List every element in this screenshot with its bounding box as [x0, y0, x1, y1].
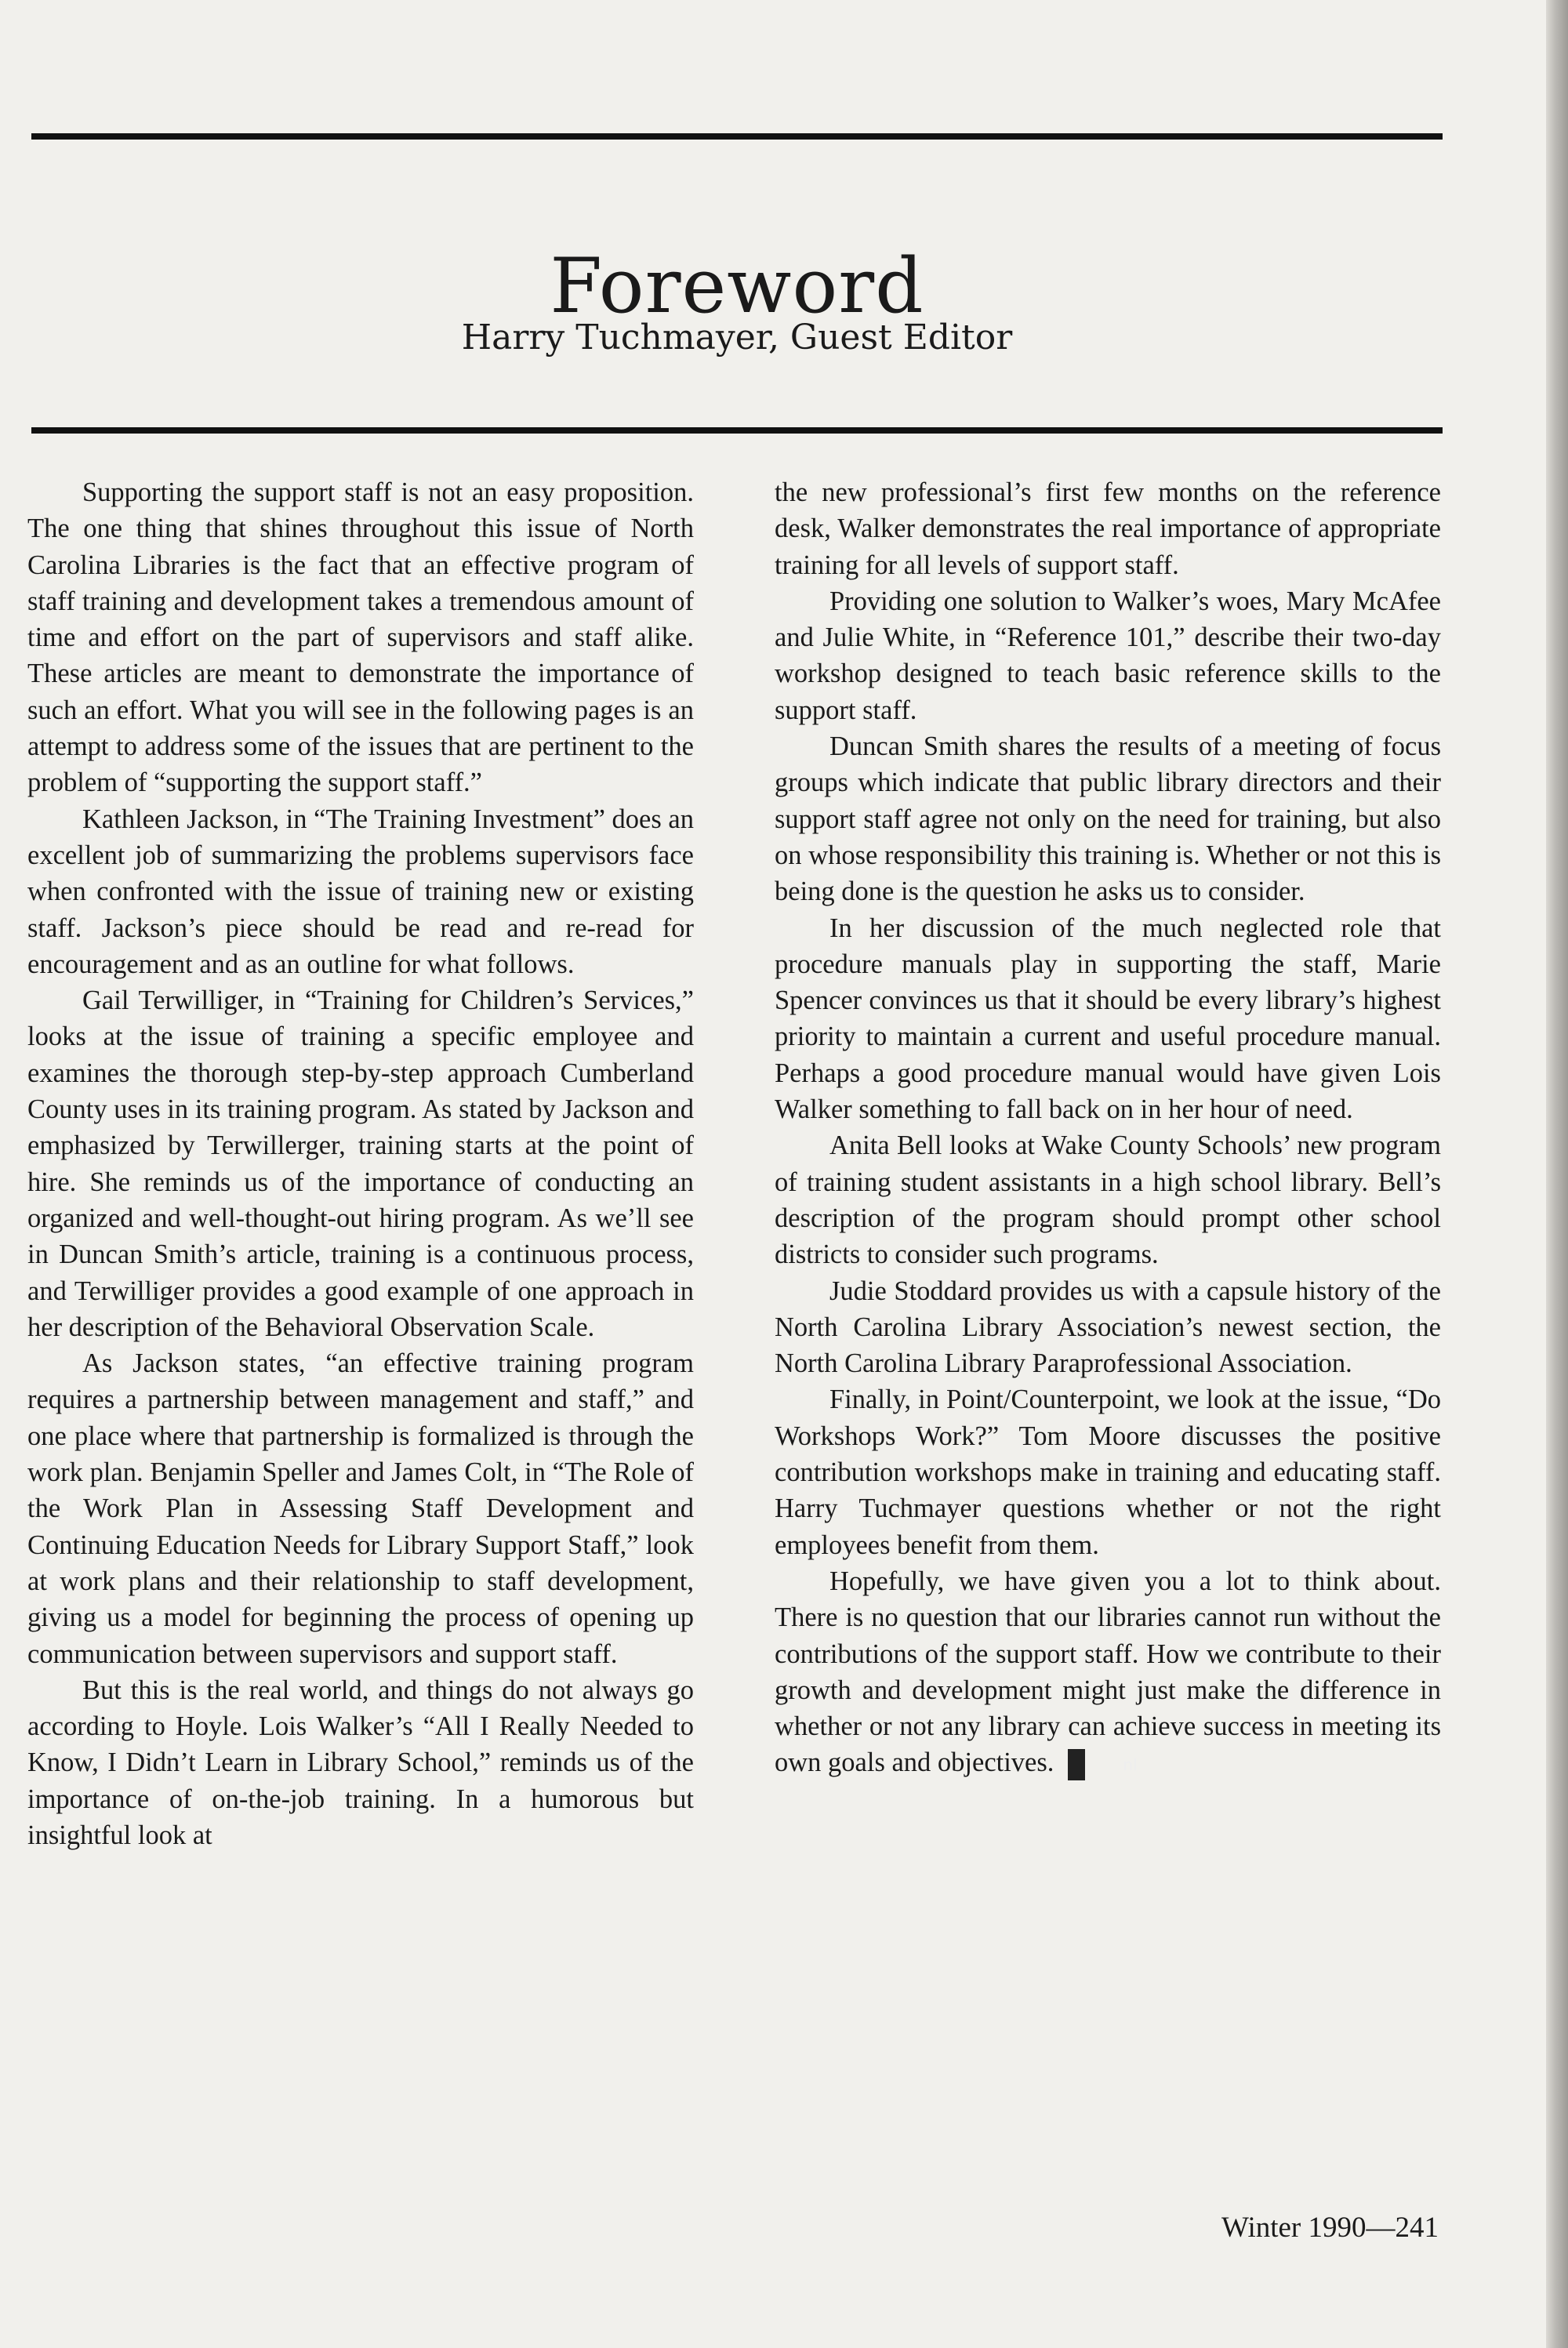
- right-column: [775, 474, 1441, 1781]
- paragraph: Gail Terwilliger, in “Training for Children’s Services,” looks at the issue of training a specific employee and examines the thorough step-by-step approach Cumberland County uses in its training program. As stated by Jackson and emphasized by Terwillerger, training starts at the point of hire. She reminds us of the importance of conducting an organized and well-thought-out hiring program. As we’ll see in Duncan Smith’s article, training is a continuous process, and Terwilliger provides a good example of one approach in her description of the Behavioral Observation Scale.: [27, 985, 694, 1342]
- left-column: [27, 474, 694, 1853]
- paragraph: As Jackson states, “an effective training program requires a partnership between management and staff,” and one place where that partnership is formalized is through the work plan. Benjamin Speller and James Colt, in “The Role of the Work Plan in Assessing Staff Development and Continuing Education Needs for Library Support Staff,” look at work plans and their relationship to staff development, giving us a model for beginning the process of opening up communication between supervisors and support staff.: [27, 1348, 694, 1669]
- paragraph: Finally, in Point/Counterpoint, we look at the issue, “Do Workshops Work?” Tom Moore discusses the positive contribution workshops make in training and educating staff. Harry Tuchmayer questions whether or not the right employees benefit from them.: [775, 1384, 1441, 1560]
- page-edge: [1546, 0, 1568, 2348]
- paragraph: But this is the real world, and things do not always go according to Hoyle. Lois Walker’s “All I Really Needed to Know, I Didn’t Learn in Library School,” reminds us of the importance of on-the-job training. In a humorous but insightful look at: [27, 1675, 694, 1850]
- paragraph: Duncan Smith shares the results of a meeting of focus groups which indicate that public library directors and their support staff agree not only on the need for training, but also on whose responsibility this training is. Whether or not this is being done is the question he asks us to consider.: [775, 731, 1441, 907]
- paragraph: Judie Stoddard provides us with a capsule history of the North Carolina Library Association’s newest section, the North Carolina Library Paraprofessional Association.: [775, 1276, 1441, 1379]
- paragraph: [775, 1563, 1441, 1781]
- paragraph: Providing one solution to Walker’s woes, Mary McAfee and Julie White, in “Reference 101,” describe their two-day workshop designed to teach basic reference skills to the support staff.: [775, 586, 1441, 725]
- closing-paragraph-text: Hopefully, we have given you a lot to think about. There is no question that our libraries cannot run without the contributions of the support staff. How we contribute to their growth and development might just make the difference in whether or not any library can achieve success in meeting its own goals and objectives.: [775, 1566, 1441, 1778]
- paragraph: Kathleen Jackson, in “The Training Investment” does an excellent job of summarizing the problems supervisors face when confronted with the issue of training new or existing staff. Jackson’s piece should be read and re-read for encouragement and as an outline for what follows.: [27, 804, 694, 979]
- page-folio: Winter 1990—241: [1221, 2212, 1439, 2244]
- byline: Harry Tuchmayer, Guest Editor: [461, 318, 1013, 357]
- paragraph: Supporting the support staff is not an easy proposition. The one thing that shines throughout this issue of North Carolina Libraries is the fact that an effective program of staff training and development takes a tremendous amount of time and effort on the part of supervisors and staff alike. These articles are meant to demonstrate the importance of such an effort. What you will see in the following pages is an attempt to address some of the issues that are pertinent to the problem of “supporting the support staff.”: [27, 477, 694, 798]
- article-title: Foreword: [550, 242, 924, 331]
- paragraph: In her discussion of the much neglected role that procedure manuals play in supporting the staff, Marie Spencer convinces us that it should be every library’s highest priority to maintain a current and useful procedure manual. Perhaps a good procedure manual would have given Lois Walker something to fall back on in her hour of need.: [775, 913, 1441, 1125]
- end-mark-icon: nl: [1068, 1749, 1085, 1780]
- bottom-rule: [31, 427, 1443, 434]
- paragraph: Anita Bell looks at Wake County Schools’ new program of training student assistants in a high school library. Bell’s description of the program should prompt other school districts to consider such programs.: [775, 1130, 1441, 1270]
- paragraph: the new professional’s first few months on the reference desk, Walker demonstrates the real importance of appropriate training for all levels of support staff.: [775, 477, 1441, 580]
- top-rule: [31, 133, 1443, 140]
